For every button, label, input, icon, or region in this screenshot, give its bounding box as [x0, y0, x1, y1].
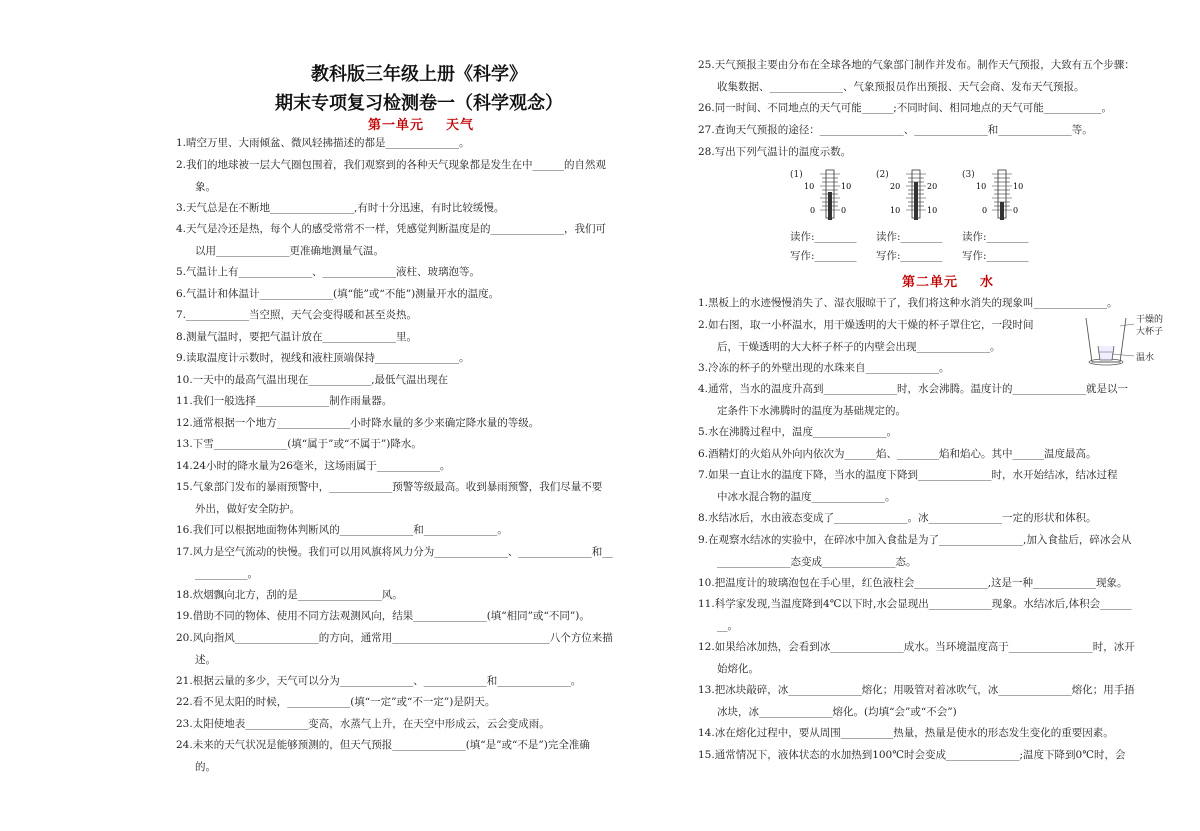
question-item: 18.炊烟飘向北方，刮的是________________风。: [176, 588, 403, 601]
svg-text:0: 0: [810, 206, 816, 215]
question-item: 1.晴空万里、大雨倾盆、微风轻拂描述的都是______________。: [176, 137, 470, 149]
question-item: 12.通常根据一个地方______________小时降水量的多少来确定降水量的等级。: [176, 416, 540, 429]
read-blank-2: 读作:________: [876, 231, 943, 243]
thermometer-icon: [886, 168, 946, 224]
question-item: 12.如果给冰加热，会看到冰______________成水。当环境温度高于________________时，冰开 始熔化。: [698, 641, 1135, 675]
page-title: 教科版三年级上册《科学》: [311, 64, 527, 85]
thermometer-label: (2): [876, 170, 889, 180]
question-item: 10.把温度计的玻璃泡包在手心里，红色液柱会______________,这是一种____________现象。: [698, 576, 1128, 589]
svg-text:0: 0: [982, 206, 988, 215]
thermometer-2: [876, 168, 954, 224]
question-item: 26.同一时间、不同地点的天气可能______;不同时间、相同地点的天气可能___________。: [698, 102, 1112, 115]
question-item: 9.读取温度计示数时，视线和液柱顶端保持________________。: [176, 352, 470, 364]
svg-text:10: 10: [976, 182, 987, 191]
question-item: 4.天气是冷还是热，每个人的感受常常不一样，凭感觉判断温度是的______________，我们可 以用______________更准确地测量气温。: [176, 223, 607, 257]
page-subtitle: 期末专项复习检测卷一（科学观念）: [275, 93, 563, 114]
thermometer-icon: [800, 168, 860, 224]
tick-label: 10: [804, 182, 815, 191]
write-blank-3: 写作:________: [962, 250, 1029, 262]
question-item: 3.天气总是在不断地________________,有时十分迅速，有时比较缓慢。: [176, 201, 505, 214]
write-blank-2: 写作:________: [876, 250, 943, 262]
question-item: 13.把冰块敲碎，冰______________熔化；用吸管对着冰吹气，冰______________熔化；用手捂 冰块，冰______________熔化。(均填“会”或“不会”): [698, 684, 1135, 718]
unit2-heading: [878, 271, 1018, 290]
question-item: 21.根据云量的多少，天气可以分为______________、____________和______________。: [176, 674, 582, 687]
question-item: 22.看不见太阳的时候，____________(填“一定”或“不一定”)是阴天。: [176, 696, 496, 708]
question-item: 25.天气预报主要由分布在全球各地的气象部门制作并发布。制作天气预报，大致有五个步骤： 收集数据、______________、气象预报员作出预报、天气会商、发布天气预报。: [698, 59, 1135, 93]
question-item: 14.24小时的降水量为26毫米，这场雨属于____________。: [176, 459, 451, 472]
svg-text:0: 0: [841, 206, 847, 215]
question-item: 13.下雪______________(填“属于”或“不属于”)降水。: [176, 438, 422, 450]
question-item: 6.气温计和体温计______________(填“能”或“不能”)测量开水的温度。: [176, 287, 500, 300]
question-item: 14.冰在熔化过程中，要从周围__________热量，热量是使水的形态发生变化的重要因素。: [698, 727, 1114, 739]
svg-text:20: 20: [890, 182, 901, 191]
question-item: 3.冷冻的杯子的外壁出现的水珠来自______________。: [698, 361, 950, 374]
question-item: 5.气温计上有______________、______________液柱、玻璃泡等。: [176, 266, 481, 278]
thermometer-figure: [790, 168, 1130, 228]
question-item: 28.写出下列气温计的温度示数。: [698, 145, 852, 158]
question-item: 20.风向指风________________的方向，通常用______________________________八个方位来描 述。: [176, 631, 613, 666]
unit2-name: 水: [980, 275, 995, 290]
question-item: 11.科学家发现,当温度降到4℃以下时,水会显现出____________现象。水结冰后,体积会______ __。: [698, 598, 1132, 632]
thermometer-icon: [972, 168, 1032, 224]
question-item: 6.酒精灯的火焰从外向内依次为______焰、________焰和焰心。其中______温度最高。: [698, 447, 1097, 460]
question-item: 2.如右图，取一小杯温水，用干燥透明的大干燥的杯子罩住它，一段时间 后，干燥透明的大大杯子杯子的内壁会出现______________。: [698, 318, 1034, 353]
svg-text:20: 20: [927, 182, 938, 191]
read-answer-row: [790, 229, 1048, 244]
unit1-heading: [326, 114, 516, 133]
cup-label: 干燥的 大杯子: [1136, 315, 1164, 337]
question-item: 24.未来的天气状况是能够预测的，但天气预报______________(填“是”或“不是”)完全准确 的。: [176, 739, 590, 773]
question-item: 7.____________当空照，天气会变得暖和甚至炎热。: [176, 309, 418, 321]
unit1-number: 第一单元: [367, 118, 424, 133]
question-item: 10.一天中的最高气温出现在____________,最低气温出现在: [176, 373, 449, 386]
read-blank-1: 读作:________: [790, 231, 857, 243]
question-item: 17.风力是空气流动的快慢。我们可以用风旗将风力分为______________、______________和__ __________。: [176, 545, 613, 580]
question-item: 27.查询天气预报的途径：________________、______________和______________等。: [698, 124, 1093, 137]
question-item: 23.太阳使地表____________变高，水蒸气上升，在天空中形成云，云会变成雨。: [176, 717, 550, 730]
svg-text:10: 10: [890, 206, 901, 215]
question-item: 16.我们可以根据地面物体判断风的______________和______________。: [176, 524, 508, 536]
question-item: 19.借助不同的物体、使用不同方法观测风向，结果______________(填“相同”或“不同”)。: [176, 610, 590, 622]
water-label: 温水: [1136, 353, 1155, 363]
thermometer-label: (3): [962, 170, 975, 180]
svg-text:10: 10: [927, 206, 938, 215]
question-item: 7.如果一直让水的温度下降，当水的温度下降到______________时，水开始结冰，结冰过程 中冰水混合物的温度______________。: [698, 469, 1118, 503]
question-item: 9.在观察水结冰的实验中，在碎冰中加入食盐是为了________________,加入食盐后，碎冰会从 ______________态变成______________态。: [698, 533, 1132, 568]
question-item: 15.通常情况下，液体状态的水加热到100℃时会变成______________;温度下降到0℃时，会: [698, 748, 1126, 761]
thermometer-1: [790, 168, 868, 224]
svg-text:10: 10: [1013, 182, 1024, 191]
question-item: 11.我们一般选择______________制作雨量器。: [176, 395, 393, 407]
question-item: 1.黑板上的水迹慢慢消失了、湿衣服晾干了，我们将这种水消失的现象叫______________。: [698, 297, 1118, 309]
svg-text:10: 10: [841, 182, 852, 191]
write-blank-1: 写作:________: [790, 250, 857, 262]
svg-text:0: 0: [1013, 206, 1019, 215]
write-answer-row: [790, 248, 1048, 263]
question-item: 15.气象部门发布的暴雨预警中，____________预警等级最高。收到暴雨预警，我们尽量不要 外出，做好安全防护。: [176, 481, 603, 515]
question-item: 5.水在沸腾过程中，温度______________。: [698, 426, 898, 438]
unit1-name: 天气: [446, 118, 475, 133]
question-item: 8.水结冰后，水由液态变成了______________。冰______________一定的形状和体积。: [698, 512, 1097, 524]
question-item: 4.通常，当水的温度升高到______________时，水会沸腾。温度计的______________就是以一 定条件下水沸腾时的温度为基础规定的。: [698, 383, 1129, 417]
question-item: 8.测量气温时，要把气温计放在______________里。: [176, 330, 418, 343]
thermometer-3: [962, 168, 1040, 224]
read-blank-3: 读作:________: [962, 231, 1029, 243]
question-item: 2.我们的地球被一层大气圈包围着，我们观察到的各种天气现象都是发生在中______的自然观 象。: [176, 158, 607, 193]
thermometer-label: (1): [790, 170, 803, 180]
unit2-number: 第二单元: [901, 275, 958, 290]
